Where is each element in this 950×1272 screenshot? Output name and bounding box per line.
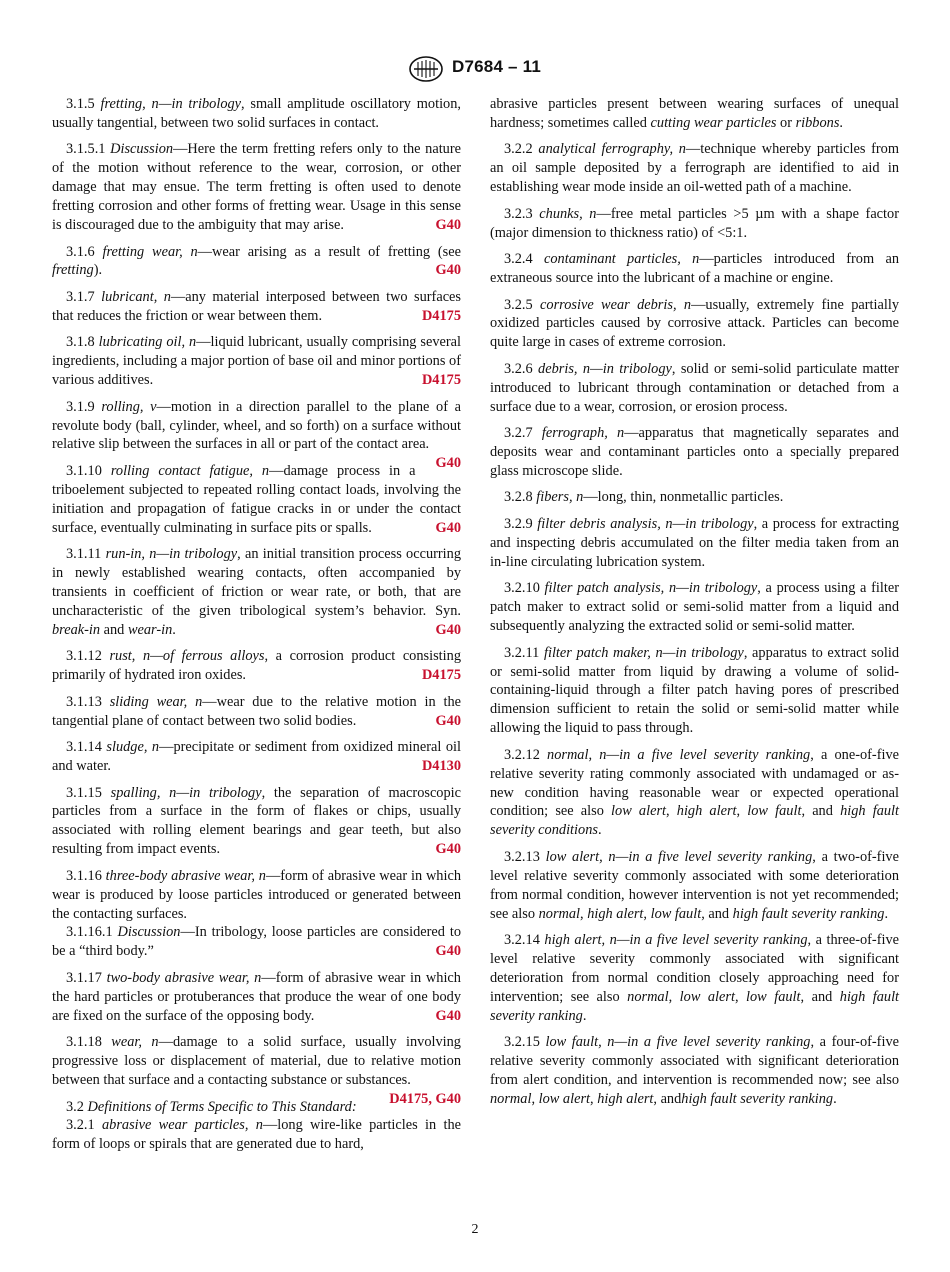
section-heading-3-2: 3.2 Definitions of Terms Specific to This Standard: bbox=[66, 1098, 357, 1115]
definition-3-2-2: 3.2.2 analytical ferrography, n—technique whereby particles from an oil sample deposited by a ferrograph are identified to aid in establishing wear mode inside an oil-wetted path of a machine. bbox=[490, 141, 899, 196]
definition-3-1-8: 3.1.8 lubricating oil, n—liquid lubricant, usually comprising several ingredients, including a major portion of base oil and minor portions of various additives. D4175 bbox=[52, 334, 461, 389]
reference-link: G40 bbox=[435, 455, 461, 472]
definition-3-1-6: 3.1.6 fretting wear, n—wear arising as a result of fretting (see fretting). G40 bbox=[52, 243, 461, 279]
definition-3-2-1: 3.2.1 abrasive wear particles, n—long wire-like particles in the form of loops or spirals that are generated due to hard, bbox=[52, 1117, 461, 1153]
discussion-3-1-5-1: 3.1.5.1 Discussion—Here the term fretting refers only to the nature of the motion without reference to the wear, corrosion, or other damage that may ensue. The term fretting is often used to denote fretting corrosion and other forms of fretting wear. Usage in this sense is discouraged due to the ambiguity that may arise. G40 bbox=[52, 141, 462, 234]
reference-link: G40 bbox=[435, 712, 461, 729]
reference-link: D4175 bbox=[421, 667, 461, 684]
page-number: 2 bbox=[471, 1222, 479, 1237]
definition-3-2-14: 3.2.14 high alert, n—in a five level severity ranking, a three-of-five level relative severity commonly associated with significant deterioration from normal condition closely approaching need for intervention; see also normal, low alert, low fault, and high fault severity ranking. bbox=[490, 932, 900, 1024]
definition-3-2-3: 3.2.3 chunks, n—free metal particles >5 µm with a shape factor (major dimension to thickness ratio) of <5:1. bbox=[490, 205, 899, 241]
page-header bbox=[0, 56, 950, 82]
reference-link: G40 bbox=[435, 621, 461, 638]
definition-3-1-7: 3.1.7 lubricant, n—any material interposed between two surfaces that reduces the friction or wear between them. D4175 bbox=[52, 288, 462, 324]
definition-3-2-11: 3.2.11 filter patch maker, n—in tribology, apparatus to extract solid or semi-solid matter from liquid by drawing a volume of solid-containing-liquid through a filter patch having pores of prescribed dimension sufficient to retain the solid or semi-solid matter while allowing the liquid to pass through. bbox=[490, 644, 899, 737]
astm-logo-icon bbox=[409, 56, 443, 82]
reference-link: G40 bbox=[435, 1007, 461, 1024]
definition-3-2-13: 3.2.13 low alert, n—in a five level severity ranking, a two-of-five level relative severity commonly associated with some deterioration from normal condition, however intervention is not yet recommended; see also normal, high alert, low fault, and high fault severity ranking. bbox=[490, 848, 899, 922]
definition-3-2-7: 3.2.7 ferrograph, n—apparatus that magnetically separates and deposits wear and contaminant particles onto a specially prepared glass microscope slide. bbox=[490, 425, 899, 479]
definition-3-1-9: 3.1.9 rolling, v—motion in a direction parallel to the plane of a revolute body (ball, cylinder, wheel, and so forth) on a surface without relative slip between the surfaces in all or part of the contact area. G40 bbox=[52, 398, 462, 472]
definition-3-2-6: 3.2.6 debris, n—in tribology, solid or semi-solid particulate matter introduced to lubricant through contamination or detached from a surface due to a wear, corrosion, or erosion process. bbox=[490, 360, 899, 415]
definition-3-2-1-continued: abrasive particles present between wearing surfaces of unequal hardness; sometimes called cutting wear particles or ribbons. bbox=[490, 96, 899, 131]
definition-3-1-15: 3.1.15 spalling, n—in tribology, the separation of macroscopic particles from a surface in the form of flakes or chips, usually associated with rolling element bearings and gear teeth, but also resulting from impact events. G40 bbox=[52, 784, 462, 858]
definition-3-2-15: 3.2.15 low fault, n—in a five level severity ranking, a four-of-five relative severity commonly associated with significant deterioration from alert condition, and intervention is recommended now; see also normal, low alert, high alert, andhigh fault severity ranking. bbox=[490, 1034, 899, 1107]
definition-3-1-13: 3.1.13 sliding wear, n—wear due to the relative motion in the tangential plane of contact between two solid bodies. G40 bbox=[52, 693, 461, 729]
definition-3-1-14: 3.1.14 sludge, n—precipitate or sediment from oxidized mineral oil and water. D4130 bbox=[52, 739, 461, 775]
reference-link: G40 bbox=[435, 841, 461, 858]
definition-3-1-17: 3.1.17 two-body abrasive wear, n—form of abrasive wear in which the hard particles or protuberances that produce the wear of one body are fixed on the surface of the opposing body. G40 bbox=[52, 969, 461, 1024]
definition-3-2-12: 3.2.12 normal, n—in a five level severity ranking, a one-of-five relative severity rating commonly associated with undamaged or as-new condition having reasonable wear or expected operational condition; see also low alert, high alert, low fault, and high fault severity conditions. bbox=[490, 746, 900, 839]
definition-3-2-10: 3.2.10 filter patch analysis, n—in tribology, a process using a filter patch maker to extract solid or semi-solid matter from a liquid and subsequently analyzing the extracted solid or semi-solid matter. bbox=[490, 580, 899, 635]
definition-3-1-10: 3.1.10 rolling contact fatigue, n—damage process in a triboelement subjected to repeated rolling contact loads, involving the initiation and propagation of fatigue cracks in or under the contact surface, eventually culminating in surface pits or spalls. G40 bbox=[52, 462, 461, 536]
definition-3-2-8: 3.2.8 fibers, n—long, thin, nonmetallic particles. bbox=[504, 489, 784, 506]
definition-3-1-5: 3.1.5 fretting, n—in tribology, small amplitude oscillatory motion, usually tangential, between two solid surfaces in contact. bbox=[52, 96, 461, 131]
definition-3-2-4: 3.2.4 contaminant particles, n—particles introduced from an extraneous source into the lubricant of a machine or engine. bbox=[490, 251, 899, 287]
reference-link: G40 bbox=[435, 217, 461, 234]
reference-link: D4175, G40 bbox=[389, 1090, 461, 1107]
definition-3-1-18: 3.1.18 wear, n—damage to a solid surface, usually involving progressive loss or displacement of material, due to relative motion between that surface and a contacting substance or substances. D4175, G40 bbox=[52, 1034, 461, 1107]
reference-link: G40 bbox=[435, 262, 461, 279]
definition-3-1-16: 3.1.16 three-body abrasive wear, n—form of abrasive wear in which wear is produced by loose particles introduced or generated between the contacting surfaces. bbox=[52, 867, 461, 922]
document-id: D7684 – 11 bbox=[452, 57, 541, 76]
definition-3-2-5: 3.2.5 corrosive wear debris, n—usually, extremely fine partially oxidized particles caused by corrosive attack. Particles can become quite large in cases of extreme corrosion. bbox=[490, 296, 899, 351]
definition-3-1-12: 3.1.12 rust, n—of ferrous alloys, a corrosion product consisting primarily of hydrated iron oxides. D4175 bbox=[52, 648, 461, 684]
definition-3-1-11: 3.1.11 run-in, n—in tribology, an initial transition process occurring in newly established wearing contacts, often accompanied by transients in coefficient of friction or wear rate, or both, that are uncharacteristic of the given tribological system’s behavior. Syn. break-in and wear-in. G40 bbox=[52, 546, 461, 638]
left-column bbox=[52, 95, 461, 1162]
reference-link: G40 bbox=[435, 943, 461, 960]
reference-link: D4175 bbox=[421, 307, 461, 324]
right-column bbox=[490, 95, 899, 1116]
reference-link: D4130 bbox=[421, 758, 461, 775]
discussion-3-1-16-1: 3.1.16.1 Discussion—In tribology, loose particles are considered to be a “third body.” G40 bbox=[52, 924, 461, 960]
definition-3-2-9: 3.2.9 filter debris analysis, n—in tribology, a process for extracting and inspecting debris accumulated on the filter media taken from an in-line circulating lubrication system. bbox=[490, 515, 900, 570]
reference-link: G40 bbox=[435, 519, 461, 536]
reference-link: D4175 bbox=[421, 372, 461, 389]
